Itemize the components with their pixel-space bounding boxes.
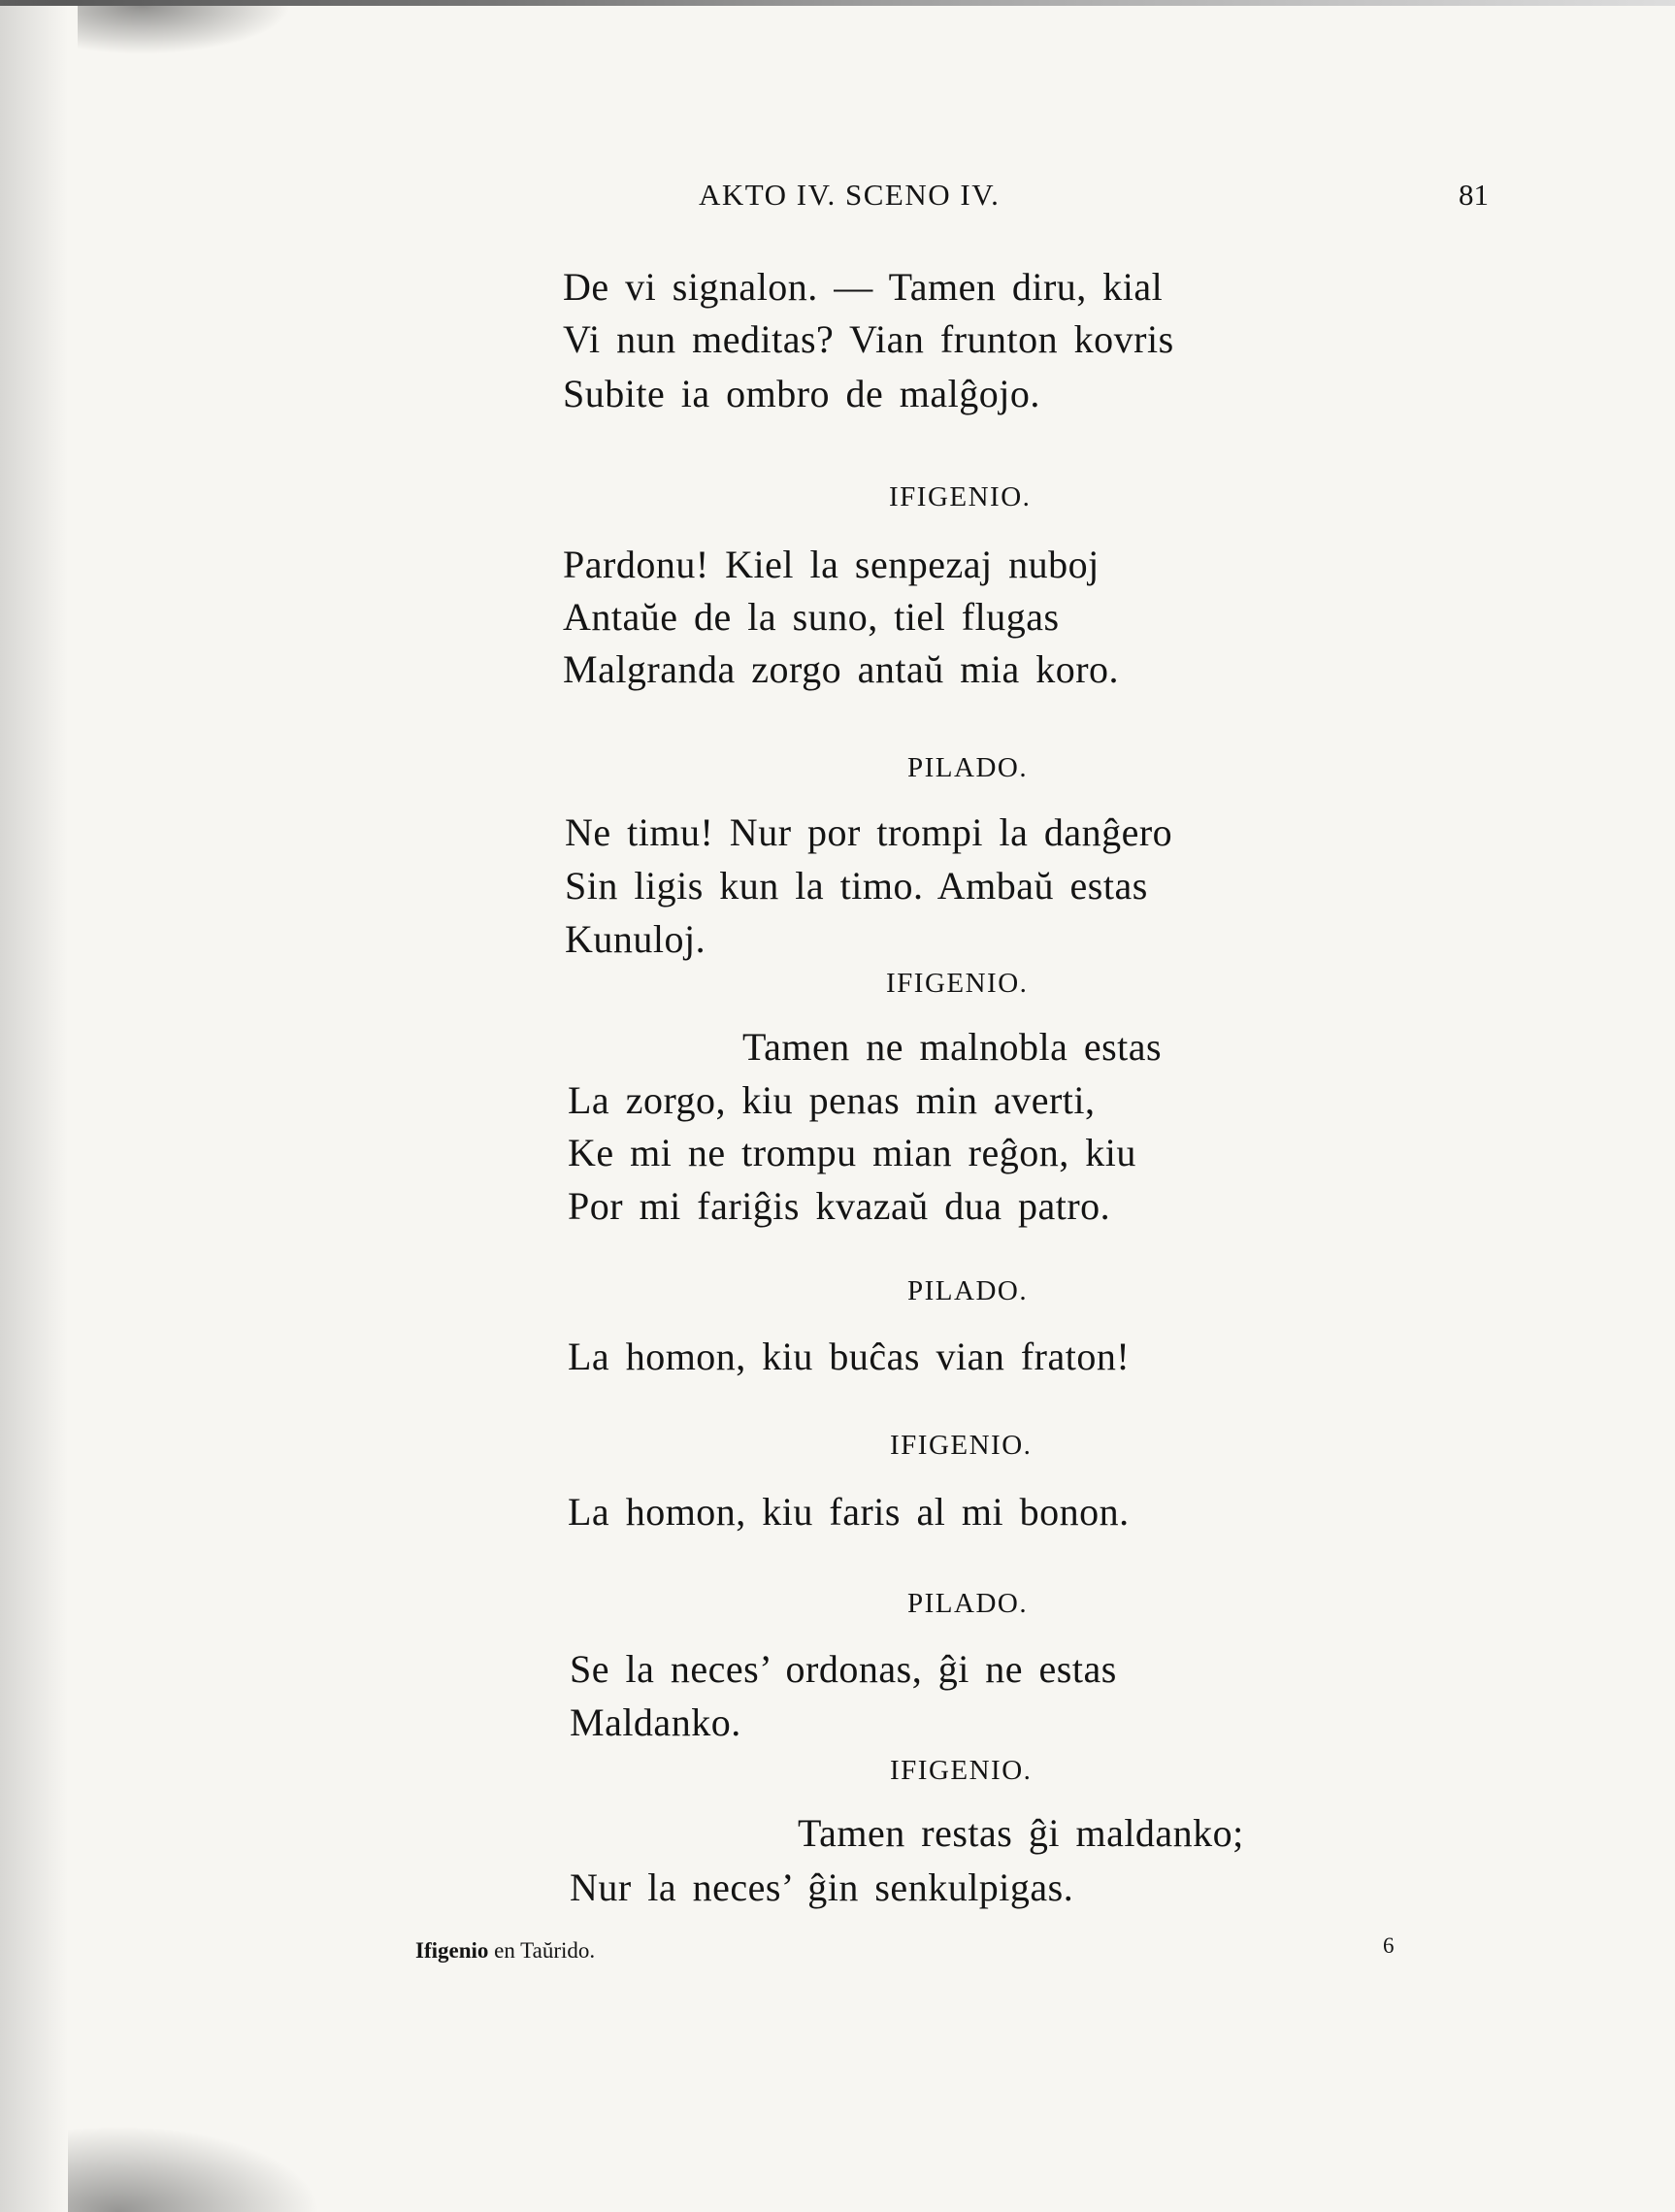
verse-line: Ke mi ne trompu mian reĝon, kiu xyxy=(568,1131,1136,1174)
running-head: AKTO IV. SCENO IV. xyxy=(699,178,1001,212)
speaker-name: PILADO. xyxy=(907,752,1029,783)
scan-shadow-bottom-left xyxy=(68,2126,320,2212)
speaker-name: IFIGENIO. xyxy=(890,1755,1033,1786)
verse-line: Nur la neces’ ĝin senkulpigas. xyxy=(570,1865,1074,1909)
signature-mark xyxy=(415,1938,595,1964)
scan-edge-left xyxy=(0,0,68,2212)
verse-line: Se la neces’ ordonas, ĝi ne estas xyxy=(570,1647,1117,1691)
verse-line: La zorgo, kiu penas min averti, xyxy=(568,1078,1096,1122)
verse-line: Pardonu! Kiel la senpezaj nuboj xyxy=(563,543,1100,586)
verse-line: Antaŭe de la suno, tiel flugas xyxy=(563,595,1060,639)
verse-line: Malgranda zorgo antaŭ mia koro. xyxy=(563,647,1120,691)
page-number: 81 xyxy=(1459,178,1489,212)
verse-line: Kunuloj. xyxy=(565,917,706,961)
verse-line: Vi nun meditas? Vian frunton kovris xyxy=(563,317,1174,361)
scan-shadow-top-left xyxy=(78,6,291,54)
verse-line: Tamen restas ĝi maldanko; xyxy=(798,1811,1244,1855)
verse-line: Tamen ne malnobla estas xyxy=(742,1025,1163,1069)
verse-line: Maldanko. xyxy=(570,1700,741,1744)
speaker-name: IFIGENIO. xyxy=(889,481,1032,512)
verse-line: La homon, kiu faris al mi bonon. xyxy=(568,1490,1130,1534)
verse-line: La homon, kiu buĉas vian fraton! xyxy=(568,1335,1131,1378)
verse-line: De vi signalon. — Tamen diru, kial xyxy=(563,265,1164,309)
speaker-name: PILADO. xyxy=(907,1275,1029,1306)
verse-line: Subite ia ombro de malĝojo. xyxy=(563,372,1040,415)
verse-line: Sin ligis kun la timo. Ambaŭ estas xyxy=(565,864,1148,908)
speaker-name: IFIGENIO. xyxy=(886,968,1029,999)
speaker-name: IFIGENIO. xyxy=(890,1430,1033,1461)
speaker-name: PILADO. xyxy=(907,1588,1029,1619)
signature-number: 6 xyxy=(1383,1933,1395,1958)
verse-line: Por mi fariĝis kvazaŭ dua patro. xyxy=(568,1184,1111,1228)
signature-rest: en Taŭrido. xyxy=(488,1938,596,1963)
signature-title: Ifigenio xyxy=(415,1938,489,1963)
verse-line: Ne timu! Nur por trompi la danĝero xyxy=(565,810,1173,854)
